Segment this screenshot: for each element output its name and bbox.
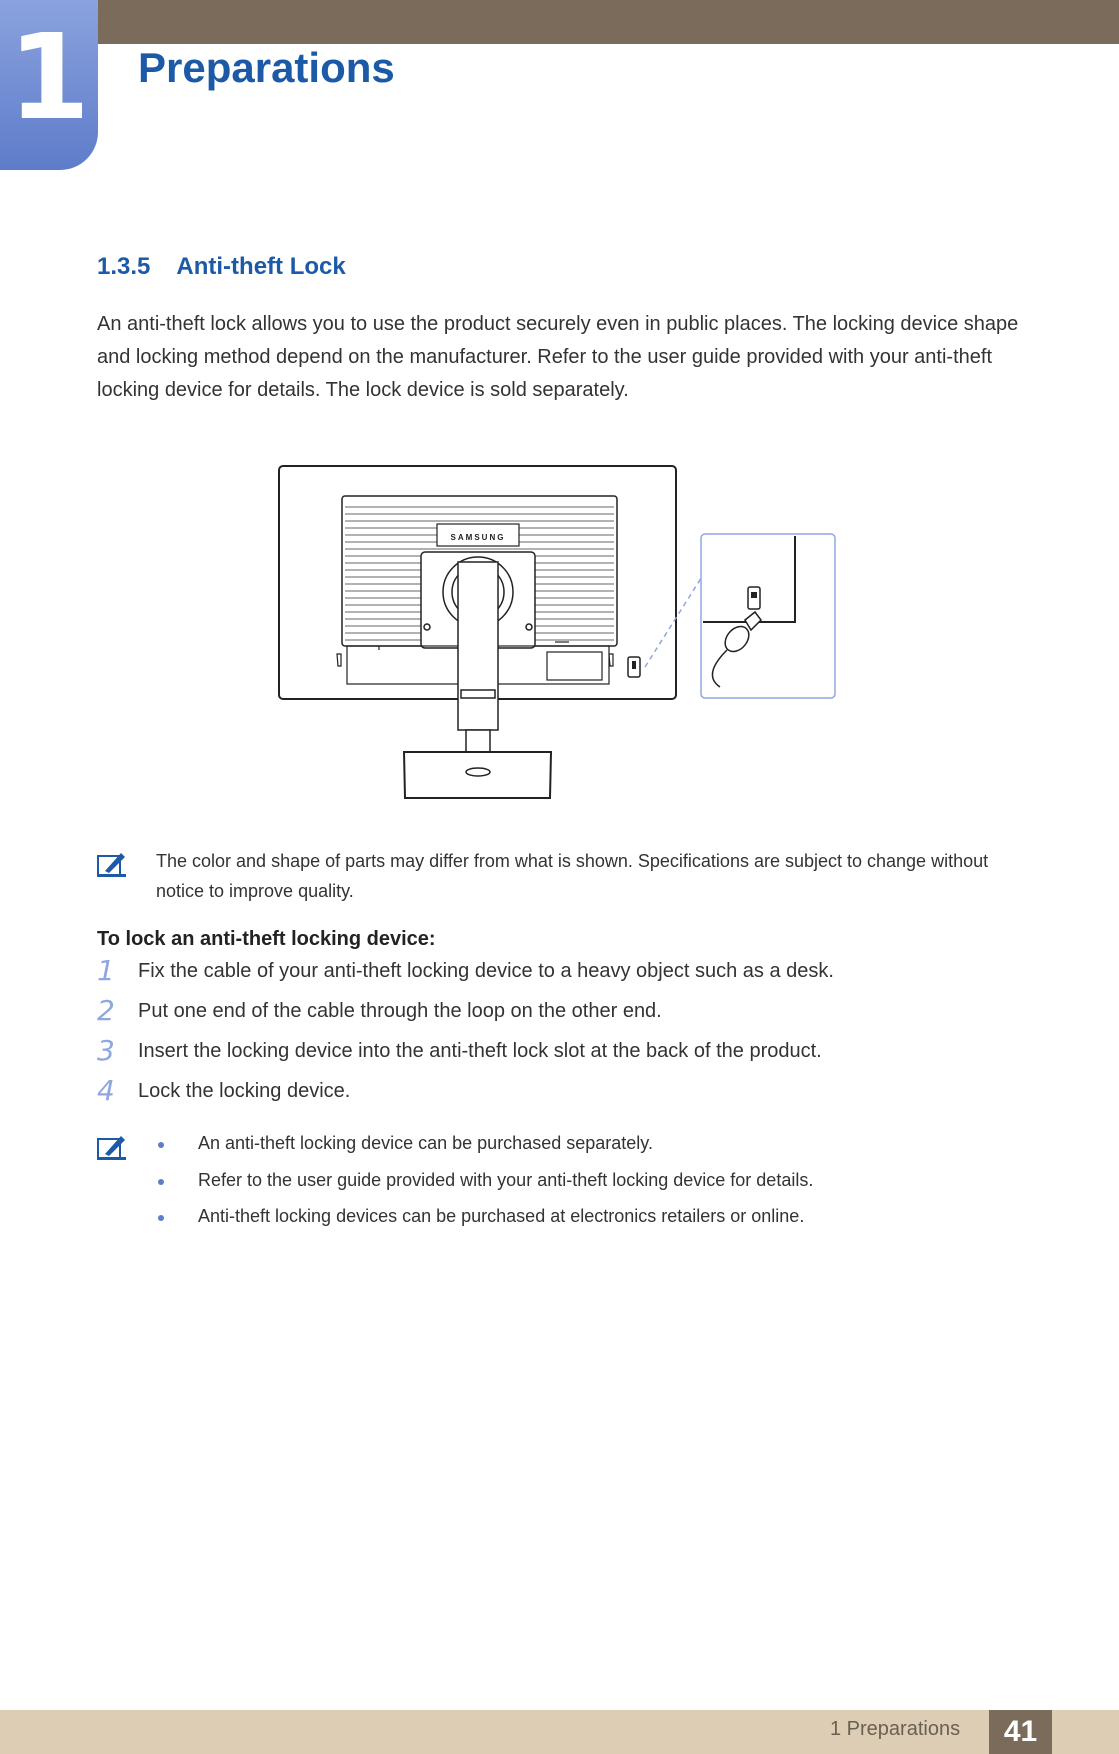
- page-number: 41: [989, 1710, 1052, 1754]
- intro-paragraph: An anti-theft lock allows you to use the product securely even in public places. The locking device shape and locking method depend on the manufacturer. Refer to the user guide provided with your anti-theft locking device for details. The lock device is sold separately.: [97, 313, 1019, 401]
- chapter-number: 1: [7, 8, 91, 146]
- step-number: 4: [97, 1074, 115, 1107]
- step-number: 1: [97, 954, 115, 987]
- step-text: Insert the locking device into the anti-theft lock slot at the back of the product.: [138, 1040, 822, 1062]
- chapter-title: Preparations: [138, 44, 395, 91]
- steps-heading: To lock an anti-theft locking device:: [97, 928, 436, 950]
- header-bar: [0, 0, 1119, 44]
- monitor-rear-illustration: [275, 462, 840, 807]
- note-paragraph: The color and shape of parts may differ from what is shown. Specifications are subject to change without notice to improve quality.: [156, 851, 989, 901]
- bullet-text: Refer to the user guide provided with your anti-theft locking device for details.: [198, 1170, 814, 1190]
- lock-detail-zoom: [701, 534, 835, 698]
- bullet-text: An anti-theft locking device can be purchased separately.: [198, 1133, 653, 1153]
- note-icon: [97, 1132, 127, 1162]
- section-title: Anti-theft Lock: [176, 253, 346, 280]
- step-text: Lock the locking device.: [138, 1080, 351, 1102]
- note-icon: [97, 849, 127, 879]
- brand-logo: SAMSUNG: [450, 533, 506, 542]
- bullet-dot: [158, 1215, 164, 1221]
- step-text: Put one end of the cable through the loop on the other end.: [138, 1000, 662, 1022]
- step-text: Fix the cable of your anti-theft locking device to a heavy object such as a desk.: [138, 960, 834, 982]
- step-number: 3: [97, 1034, 115, 1067]
- section-heading: [97, 253, 346, 281]
- bullet-text: Anti-theft locking devices can be purchased at electronics retailers or online.: [198, 1206, 805, 1226]
- chapter-tab: [0, 0, 98, 170]
- footer-chapter-label: 1 Preparations: [830, 1718, 961, 1740]
- bullet-dot: [158, 1142, 164, 1148]
- section-number: 1.3.5: [97, 253, 151, 280]
- bullet-dot: [158, 1179, 164, 1185]
- step-number: 2: [97, 994, 115, 1027]
